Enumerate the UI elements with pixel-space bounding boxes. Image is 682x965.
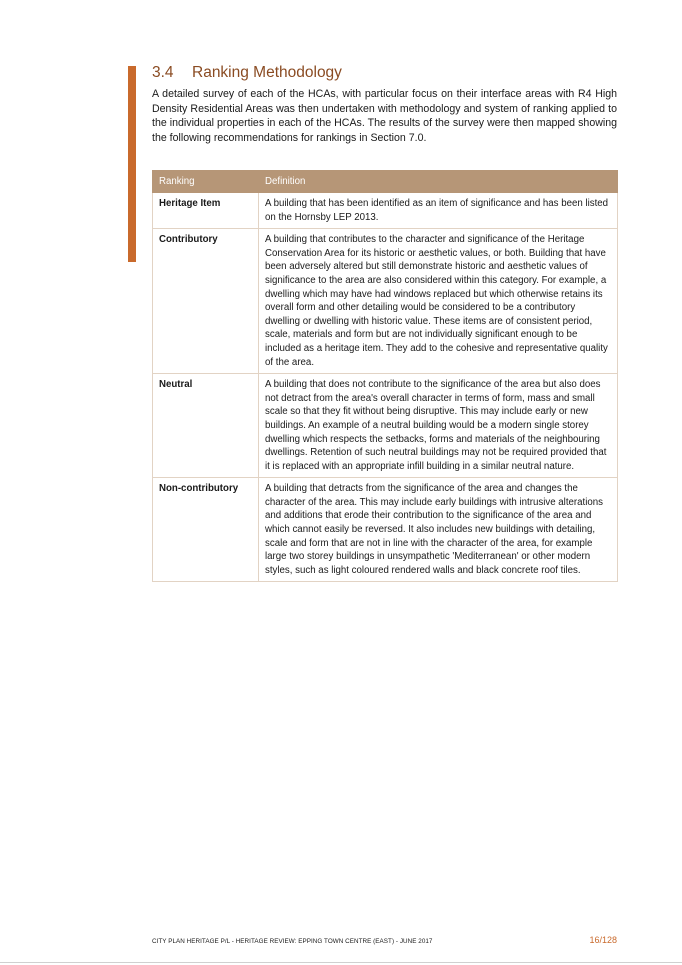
footer-document-title: CITY PLAN HERITAGE P/L - HERITAGE REVIEW: EPPING TOWN CENTRE (EAST) - JUNE 2017 [152, 938, 433, 945]
ranking-cell: Contributory [153, 229, 259, 374]
definition-cell: A building that does not contribute to the significance of the area but also does not detract from the area's overall character in terms of form, mass and small scale so that they fit without being disruptive. This may include early or new buildings. An example of a neutral building would be a modern single storey dwelling which respects the setbacks, forms and materials of the neighbouring dwellings. Retention of such neutral buildings may not be required provided that it is replaced with an appropriate infill building in a similar neutral nature. [259, 374, 618, 478]
ranking-cell: Heritage Item [153, 193, 259, 229]
table-row [153, 229, 618, 374]
section-number: 3.4 [152, 64, 174, 81]
ranking-cell: Neutral [153, 374, 259, 478]
header-ranking: Ranking [153, 171, 259, 193]
header-definition: Definition [259, 171, 618, 193]
intro-paragraph: A detailed survey of each of the HCAs, with particular focus on their interface areas with R4 High Density Residential Areas was then undertaken with methodology and system of ranking applied to the individual properties in each of the HCAs. The results of the survey were then mapped showing the following recommendations for rankings in Section 7.0. [152, 88, 617, 144]
table-row [153, 478, 618, 582]
definition-cell: A building that has been identified as an item of significance and has been listed on the Hornsby LEP 2013. [259, 193, 618, 229]
ranking-cell: Non-contributory [153, 478, 259, 582]
table-header-row [153, 171, 618, 193]
definition-cell: A building that detracts from the significance of the area and changes the character of the area. This may include early buildings with intrusive alterations and additions that erode their contribution to the significance of the area and which cannot easily be reversed. It also includes new buildings with detailing, scale and form that are not in line with the character of the area, for example large two storey buildings in unsympathetic 'Mediterranean' or other modern styles, such as light coloured rendered walls and black concrete roof tiles. [259, 478, 618, 582]
section-heading [152, 64, 342, 82]
section-title: Ranking Methodology [192, 64, 342, 81]
accent-bar [128, 66, 136, 262]
table-row [153, 193, 618, 229]
ranking-table [152, 170, 618, 582]
footer-page-number: 16/128 [589, 935, 617, 945]
definition-cell: A building that contributes to the character and significance of the Heritage Conservation Area for its historic or aesthetic values, or both. Building that have been adversely altered but still demonstrate historic and aesthetic values of significance to the area are also considered within this category. For example, a dwelling which may have had windows replaced but which otherwise retains its overall form and other detailing would be considered to be a contributory dwelling or dwelling with historic value. These items are of consistent period, scale, materials and form but are not individually significant enough to be included as a heritage item. They add to the cohesive and representative quality of the area. [259, 229, 618, 374]
table-row [153, 374, 618, 478]
page-bottom-divider [0, 962, 682, 963]
